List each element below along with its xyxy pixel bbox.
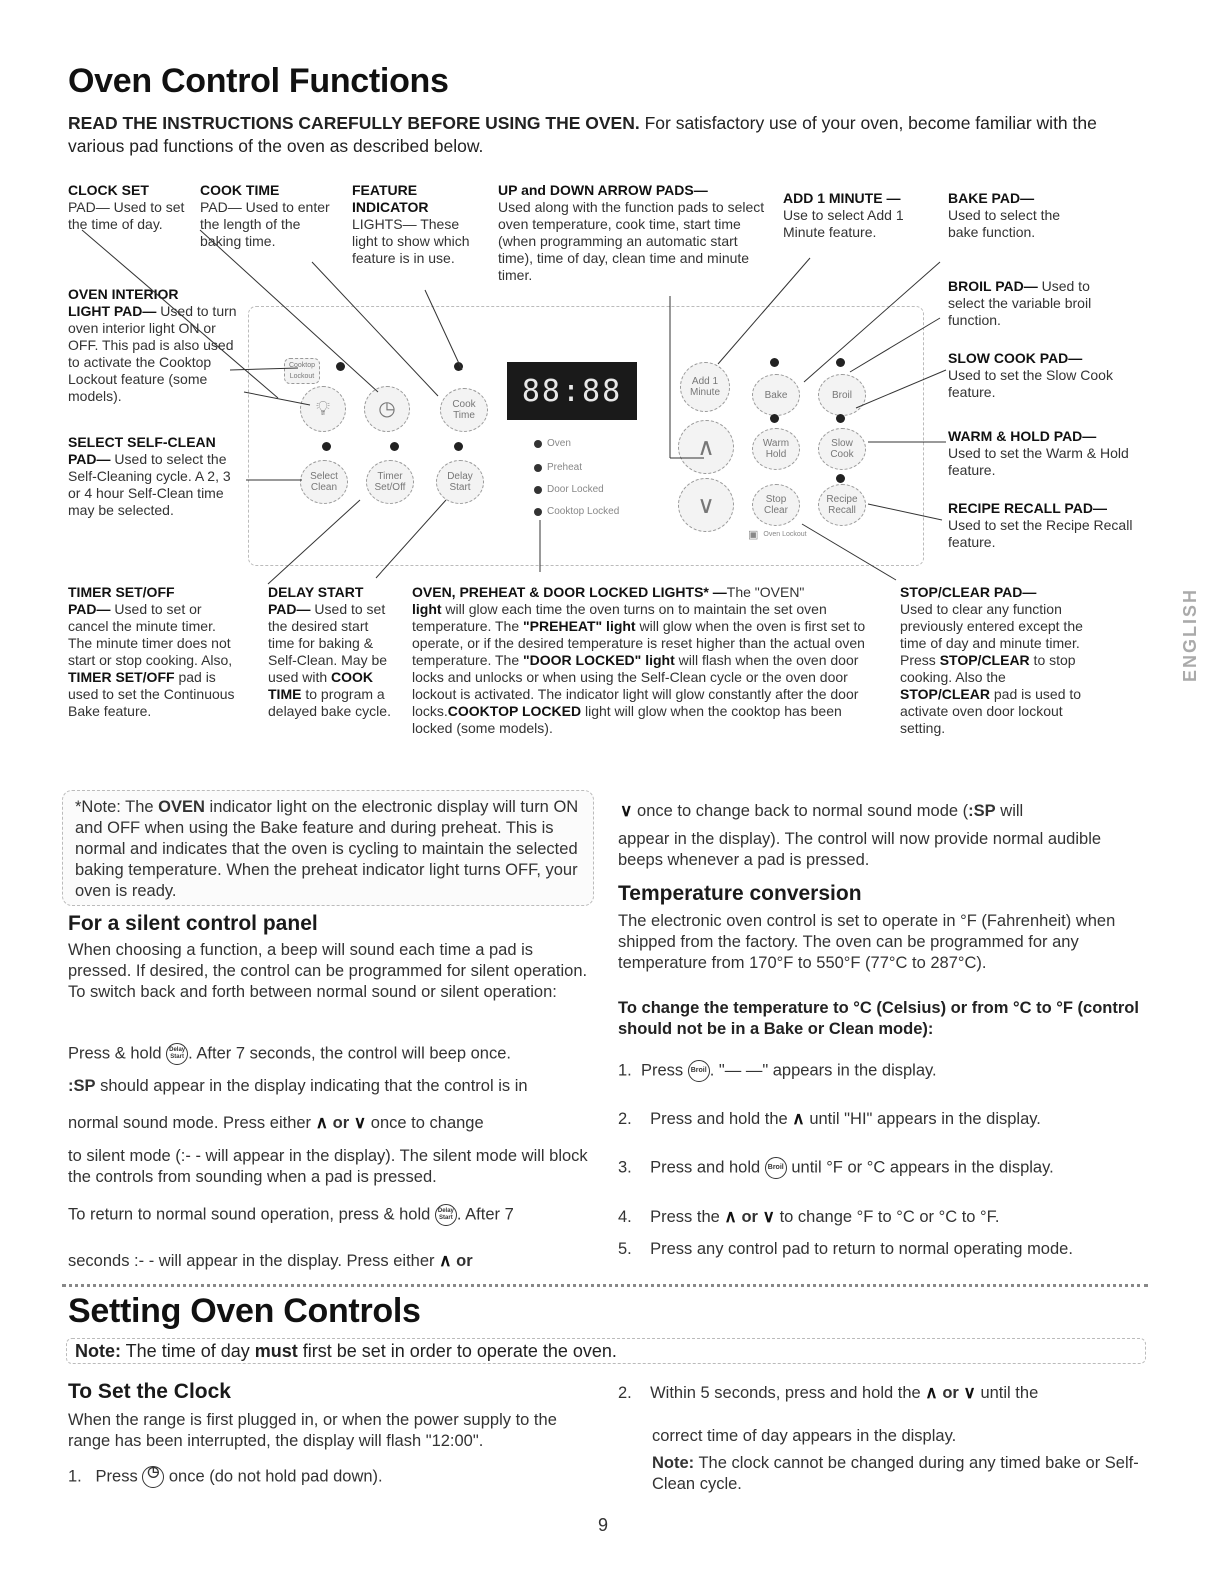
light-bulb-icon: 💡︎ [316, 397, 330, 420]
delay-start-key-icon: Delay Start [435, 1204, 457, 1226]
temperature-conversion-intro: The electronic oven control is set to operate in °F (Fahrenheit) when shipped from the factory. The oven can be programmed for any temperature from 170°F to 550°F (77°C to 287°C). [618, 912, 1116, 972]
recipe-recall-pad[interactable]: Recipe Recall [818, 484, 866, 526]
up-down-arrow-label: UP and DOWN ARROW PADS— Used along with the function pads to select oven temperature, cook time, start time (when programming an automatic start time), time of day, clean time and minute timer. [498, 182, 765, 283]
time-of-day-note: Note: The time of day must first be set in order to operate the oven. [66, 1338, 1146, 1364]
clock-change-note: Note: The clock cannot be changed during any timed bake or Self-Clean cycle. [652, 1454, 1139, 1493]
clock-icon: ◷ [142, 1466, 164, 1488]
right-audible-line: appear in the display). The control will now provide normal audible beeps whenever a pad is pressed. [618, 830, 1102, 869]
clock-step-2-cont: correct time of day appears in the display. [652, 1427, 957, 1445]
temp-step-2: 2. Press and hold the ∧ until "HI" appears in the display. [618, 1109, 1041, 1128]
set-clock-heading: To Set the Clock [68, 1380, 231, 1403]
down-arrow-icon: ∨ [620, 801, 633, 820]
select-clean-pad[interactable]: Select Clean [300, 460, 348, 504]
setting-oven-controls-title: Setting Oven Controls [68, 1292, 421, 1330]
bake-pad[interactable]: Bake [752, 374, 800, 416]
broil-pad-label: BROIL PAD— Used to select the variable broil function. [948, 278, 1092, 328]
silent-mode-line: to silent mode (:- - will appear in the display). The silent mode will block the controls from sounding when a pad is pressed. [68, 1147, 588, 1186]
section-divider [62, 1284, 1148, 1287]
electronic-display: 88:88 [507, 362, 637, 420]
silent-step-press-hold: Press & hold Delay Start . After 7 seconds, the control will beep once. [68, 1043, 596, 1065]
add-1-minute-label: ADD 1 MINUTE — Use to select Add 1 Minute feature. [783, 190, 904, 240]
up-arrow-icon: ∧ [925, 1383, 938, 1402]
cooktop-lockout-indicator: Cooktop Lockout [284, 358, 320, 384]
clock-step-1: 1. Press ◷ once (do not hold pad down). [68, 1466, 596, 1488]
temperature-conversion-heading: Temperature conversion [618, 882, 862, 905]
set-clock-intro: When the range is first plugged in, or when the power supply to the range has been interrupted, the display will flash "12:00". [68, 1411, 557, 1450]
temperature-change-instruction: To change the temperature to °C (Celsius) or from °C to °F (control should not be in a Bake or Clean mode): [618, 999, 1139, 1038]
delay-start-pad[interactable]: Delay Start [436, 460, 484, 504]
clock-set-label: CLOCK SET PAD— Used to set the time of day. [68, 182, 185, 232]
up-arrow-icon: ∧ [315, 1113, 329, 1132]
stop-clear-label: STOP/CLEAR PAD— Used to clear any function previously entered except the time of day and minute timer. Press STOP/CLEAR to stop cooking. Also the STOP/CLEAR pad is used to activate oven door lockout setting. [900, 584, 1083, 736]
intro-rest: For satisfactory use of your oven, become familiar with the various pad functions of the oven as described below. [68, 113, 1097, 156]
clock-icon: ◷ [378, 397, 396, 420]
cook-time-pad[interactable]: Cook Time [440, 388, 488, 432]
down-arrow-icon: ∨ [762, 1207, 775, 1226]
up-arrow-icon: ∧ [792, 1109, 805, 1128]
stop-clear-pad[interactable]: Stop Clear [752, 484, 800, 526]
timer-set-off-label: TIMER SET/OFF PAD— Used to set or cancel the minute timer. The minute timer does not start or stop cooking. Also, TIMER SET/OFF pad is used to set the Continuous Bake feature. [68, 584, 235, 719]
delay-start-key-icon: Delay Start [166, 1043, 188, 1065]
indicator-lights-label: OVEN, PREHEAT & DOOR LOCKED LIGHTS* —The "OVEN" light will glow each time the oven turns on to maintain the set oven temperature. The "PREHEAT" light will glow when the oven is first set to operate, or if the desired temperature is reset higher than the actual oven temperature. The "DOOR LOCKED" light will flash when the oven door locks and unlocks or when using the Self-Clean cycle or the oven door lockout is activated. The indicator light will glow constantly after the door locks.COOKTOP LOCKED light will glow when the cooktop has been locked (some models). [412, 584, 866, 736]
temp-step-3: 3. Press and hold Broil until °F or °C appears in the display. [618, 1157, 1143, 1179]
broil-key-icon: Broil [688, 1060, 710, 1082]
delay-start-label: DELAY START PAD— Used to set the desired start time for baking & Self-Clean. May be used with COOK TIME to program a delayed bake cycle. [268, 584, 391, 719]
cook-time-label: COOK TIME PAD— Used to enter the length of the baking time. [200, 182, 330, 249]
lock-icon: ▣ [748, 529, 759, 541]
page-title: Oven Control Functions [68, 62, 449, 100]
silent-normal-line: normal sound mode. Press either ∧ or ∨ once to change [68, 1113, 484, 1132]
down-arrow-icon: ∨ [353, 1113, 367, 1132]
oven-interior-light-label: OVEN INTERIOR LIGHT PAD— Used to turn oven interior light ON or OFF. This pad is also used to activate the Cooktop Lockout feature (some models). [68, 286, 237, 404]
silent-panel-intro: When choosing a function, a beep will sound each time a pad is pressed. If desired, the control can be programmed for silent operation. To switch back and forth between normal sound or silent operation: [68, 941, 588, 1001]
intro-bold: READ THE INSTRUCTIONS CAREFULLY BEFORE USING THE OVEN. [68, 113, 640, 133]
oven-indicator-note: *Note: The OVEN indicator light on the electronic display will turn ON and OFF when using the Bake feature and during preheat. This is normal and indicates that the oven is cycling to maintain the selected baking temperature. When the preheat indicator light turns OFF, your oven is ready. [62, 790, 594, 906]
temp-step-4: 4. Press the ∧ or ∨ to change °F to °C or °C to °F. [618, 1207, 1000, 1226]
add-1-minute-pad[interactable]: Add 1 Minute [680, 362, 730, 412]
right-normal-sound-line: ∨ once to change back to normal sound mode (:SP will [620, 801, 1024, 820]
silent-return-line: To return to normal sound operation, press & hold Delay Start . After 7 [68, 1204, 596, 1226]
oven-lockout-indicator: ▣ Oven Lockout [748, 529, 807, 541]
bake-pad-label: BAKE PAD— Used to select the bake function. [948, 190, 1061, 240]
door-locked-led: Door Locked [534, 484, 604, 495]
feature-indicator-label: FEATURE INDICATOR LIGHTS— These light to show which feature is in use. [352, 182, 470, 266]
preheat-led: Preheat [534, 462, 582, 473]
slow-cook-label: SLOW COOK PAD— Used to set the Slow Cook feature. [948, 350, 1113, 400]
page-number: 9 [598, 1515, 609, 1535]
up-arrow-icon: ∧ [439, 1251, 452, 1270]
timer-set-off-pad[interactable]: Timer Set/Off [366, 460, 414, 504]
slow-cook-pad[interactable]: Slow Cook [818, 428, 866, 470]
temp-step-1: 1. Press Broil . "— —" appears in the display. [618, 1060, 1143, 1082]
up-arrow-icon: ∧ [724, 1207, 737, 1226]
warm-hold-pad[interactable]: Warm Hold [752, 428, 800, 470]
clock-step-2: 2. Within 5 seconds, press and hold the ∧ or ∨ until the [618, 1383, 1039, 1402]
broil-key-icon: Broil [765, 1157, 787, 1179]
silent-panel-heading: For a silent control panel [68, 912, 318, 935]
silent-seconds-line: seconds :- - will appear in the display. Press either ∧ or [68, 1251, 473, 1270]
silent-sp-line: :SP should appear in the display indicating that the control is in [68, 1077, 528, 1095]
down-arrow-icon: ∨ [963, 1383, 976, 1402]
leader-lines [0, 0, 1213, 620]
temp-step-5: 5. Press any control pad to return to normal operating mode. [618, 1240, 1073, 1258]
broil-pad[interactable]: Broil [818, 374, 866, 416]
up-arrow-icon: ∧ [697, 433, 715, 461]
language-side-tab: ENGLISH [1180, 588, 1200, 683]
oven-led: Oven [534, 438, 571, 449]
down-arrow-icon: ∨ [697, 491, 715, 519]
recipe-recall-label: RECIPE RECALL PAD— Used to set the Recipe Recall feature. [948, 500, 1133, 550]
cooktop-locked-led: Cooktop Locked [534, 506, 619, 517]
warm-hold-label: WARM & HOLD PAD— Used to set the Warm & Hold feature. [948, 428, 1129, 478]
select-self-clean-label: SELECT SELF-CLEAN PAD— Used to select the Self-Cleaning cycle. A 2, 3 or 4 hour Self-Clean time may be selected. [68, 434, 231, 518]
